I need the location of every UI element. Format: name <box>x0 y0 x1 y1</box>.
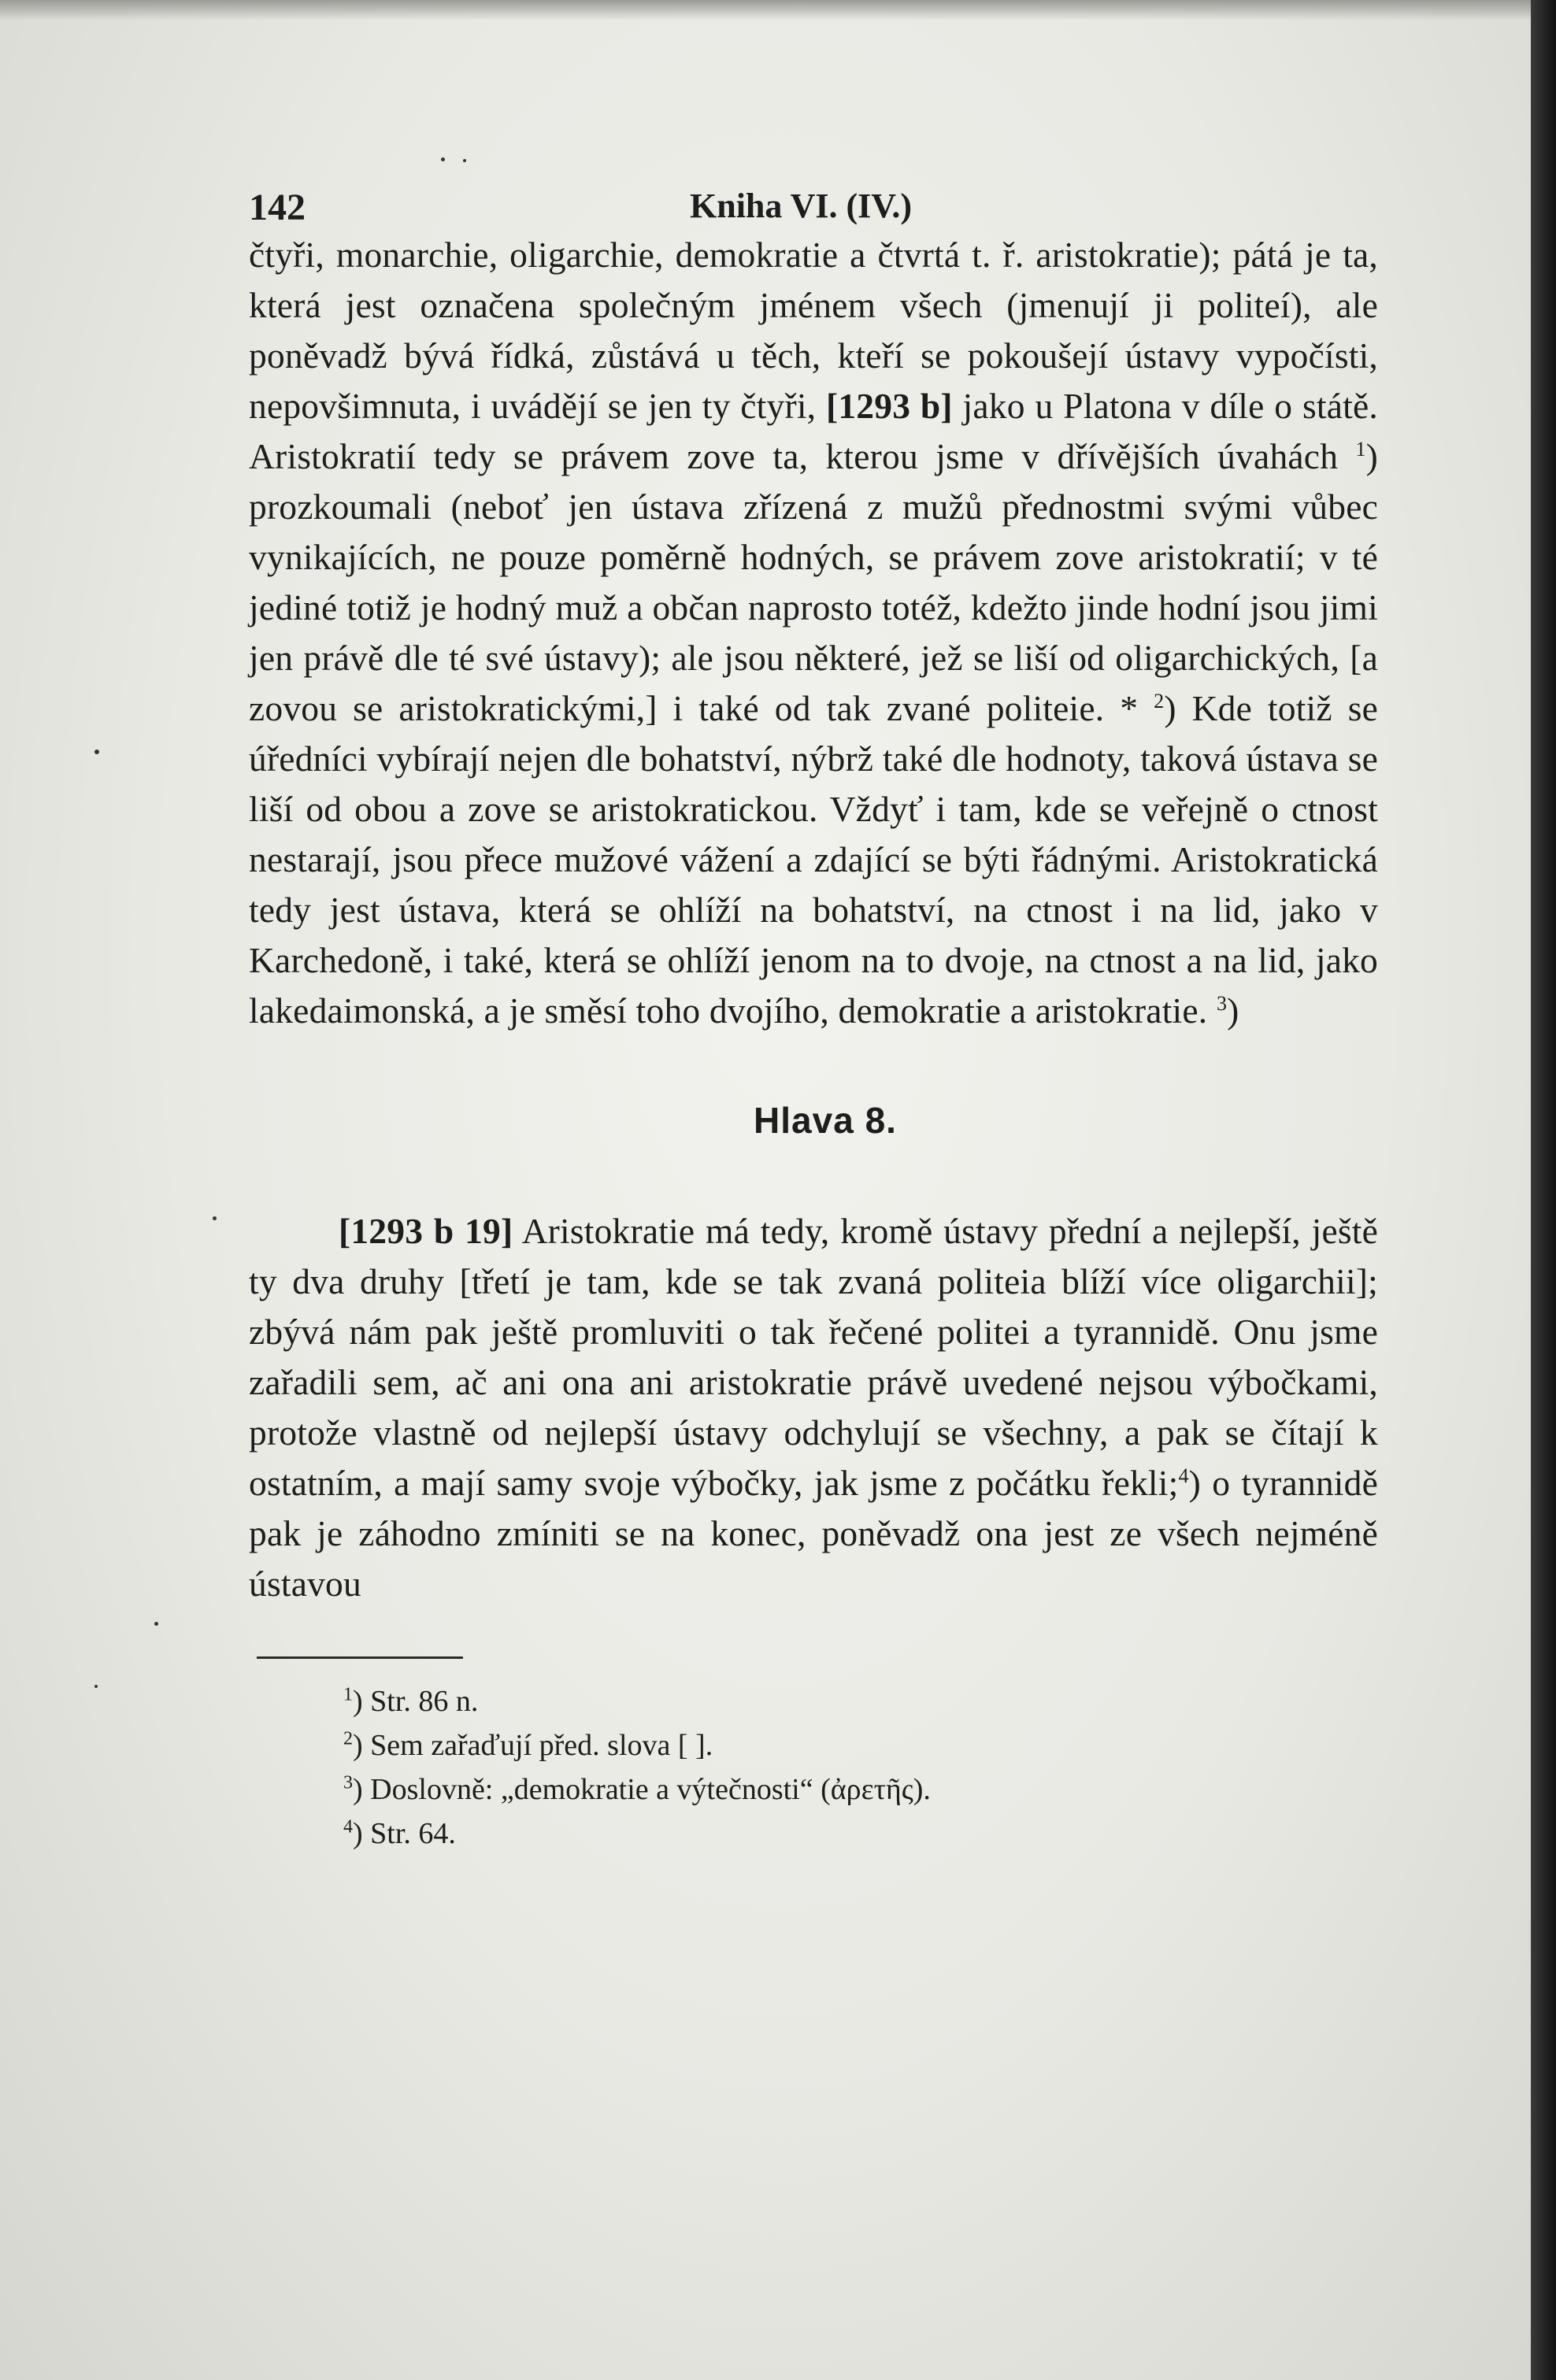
footnote-number: 1 <box>343 1684 353 1705</box>
paragraph-text: Kde totiž se úředníci vybírají nejen dle bohatství, nýbrž také dle hodnoty, taková ústava se liší od obou a zove se aristokratickou. Vždyť i tam, kde se veřejně o ctnost nestarají, jsou přece mužové vážení a zdající se býti řádnými. Aristokratická tedy jest ústava, která se ohlíží na bohatství, na ctnost i na lid, jako v Karchedoně, i také, která se ohlíží jenom na to dvoje, na ctnost a na lid, jako lakedaimonská, a je směsí toho dvojího, demokratie a aristokratie. <box>249 688 1378 1031</box>
paragraph-text: čtyři, monarchie, oligarchie, demokratie a čtvrtá t. ř. aristokratie); pátá je ta, která jest označena společným jménem všech (jmenují ji politeí), ale poněvadž bývá řídká, zůstává u těch, kteří se pokoušejí ústavy vypočísti, nepovšimnuta, i uvádějí se jen ty čtyři, <box>249 235 1378 426</box>
paragraph-text: jako u Platona v díle o státě. Aristokratií tedy se právem zove ta, kterou jsme v dřívějších úvahách <box>249 386 1378 476</box>
scan-speck <box>94 750 99 754</box>
footnote: $^3$) Doslovně: „demokratie a výtečnosti“ (ἀρετῆς). <box>343 1772 931 1806</box>
book-page <box>249 175 1378 1856</box>
scan-speck <box>441 157 445 161</box>
paragraph: čtyři, monarchie, oligarchie, demokratie a čtvrtá t. ř. aristokratie); pátá je ta, která jest označena společným jménem všech (jmenují ji politeí), ale poněvadž bývá řídká, zůstává u těch, kteří se pokoušejí ústavy vypočísti, nepovšimnuta, i uvádějí se jen ty čtyři, [1293 b] jako u Platona v díle o státě. Aristokratií tedy se právem zove ta, kterou jsme v dřívějších úvahách $^1$) prozkoumali (neboť jen ústava zřízená z mužů přednostmi svými vůbec vynikajících, ne pouze poměrně hodných, se právem zove aristokratií; v té jediné totiž je hodný muž a občan naprosto totéž, kdežto jinde hodní jsou jimi jen právě dle té své ústavy); ale jsou některé, jež se liší od oligarchických, [a zovou se aristokratickými,] i také od tak zvané politeie. * $^2$) Kde totiž se úředníci vybírají nejen dle bohatství, nýbrž také dle hodnoty, taková ústava se liší od obou a zove se aristokratickou. Vždyť i tam, kde se veřejně o ctnost nestarají, jsou přece mužové vážení a zdající se býti řádnými. Aristokratická tedy jest ústava, která se ohlíží na bohatství, na ctnost i na lid, jako v Karchedoně, i také, která se ohlíží jenom na to dvoje, na ctnost a na lid, jako lakedaimonská, a je směsí toho dvojího, demokratie a aristokratie. $^3$) <box>249 235 1379 1031</box>
footnote-mark: 3 <box>1216 991 1228 1015</box>
footnote: $^2$) Sem zařaďují před. slova [ ]. <box>343 1728 713 1762</box>
scan-speck <box>94 1685 98 1688</box>
paragraph: [1293 b 19] Aristokratie má tedy, kromě ústavy přední a nejlepší, ještě ty dva druhy [třetí je tam, kde se tak zvaná politeia blíží více oligarchii]; zbývá nám pak ještě promluviti o tak řečené politei a tyrannidě. Onu jsme zařadili sem, ač ani ona ani aristokratie právě uvedené nejsou výbočkami, protože vlastně od nejlepší ústavy odchylují se všechny, a pak se čítají k ostatním, a mají samy svoje výbočky, jak jsme z počátku řekli;$^4$) o tyrannidě pak je záhodno zmíniti se na konec, poněvadž ona jest ze všech nejméně ústavou <box>249 1211 1378 1604</box>
marginal-reference: [1293 b 19] <box>339 1211 513 1251</box>
footnote: $^1$) Str. 86 n. <box>343 1684 479 1718</box>
footnote: $^4$) Str. 64. <box>343 1816 456 1850</box>
running-head <box>249 175 1378 230</box>
scan-edge-right <box>1531 0 1556 2380</box>
footnotes <box>249 1679 1378 1856</box>
footnote-text: Str. 86 n. <box>370 1685 479 1718</box>
footnote-mark: 4 <box>1178 1464 1189 1487</box>
footnote-mark: 2 <box>1154 689 1165 713</box>
paragraph-text: Aristokratie má tedy, kromě ústavy přední a nejlepší, ještě ty dva druhy [třetí je tam, kde se tak zvaná politeia blíží více oligarchii]; zbývá nám pak ještě promluviti o tak řečené politei a tyrannidě. Onu jsme zařadili sem, ač ani ona ani aristokratie právě uvedené nejsou výbočkami, protože vlastně od nejlepší ústavy odchylují se všechny, a pak se čítají k ostatním, a mají samy svoje výbočky, jak jsme z počátku řekli; <box>249 1211 1378 1503</box>
page-number: 142 <box>249 187 306 228</box>
footnote-rule <box>257 1656 463 1659</box>
footnote-text: Str. 64. <box>370 1817 456 1850</box>
scan-shadow-top <box>0 0 1531 20</box>
marginal-reference: [1293 b] <box>826 386 953 426</box>
footnote-mark: 1 <box>1355 437 1366 461</box>
footnote-number: 2 <box>343 1728 353 1749</box>
chapter-heading: Hlava 8. <box>754 1100 897 1141</box>
footnote-number: 4 <box>343 1816 353 1838</box>
scan-speck <box>213 1216 217 1220</box>
running-title: Kniha VI. (IV.) <box>690 187 913 225</box>
footnote-text: Sem zařaďují před. slova [ ]. <box>370 1729 713 1762</box>
scan-speck <box>463 159 466 162</box>
scan-speck <box>154 1622 158 1626</box>
footnote-text: Doslovně: „demokratie a výtečnosti“ (ἀρετῆς). <box>370 1773 931 1806</box>
paragraph-text: prozkoumali (neboť jen ústava zřízená z mužů přednostmi svými vůbec vynikajících, ne pouze poměrně hodných, se právem zove aristokratií; v té jediné totiž je hodný muž a občan naprosto totéž, kdežto jinde hodní jsou jimi jen právě dle té své ústavy); ale jsou některé, jež se liší od oligarchických, [a zovou se aristokratickými,] i také od tak zvané politeie. * <box>249 487 1378 728</box>
paragraph-text: o tyrannidě pak je záhodno zmíniti se na konec, poněvadž ona jest ze všech nejméně ústavou <box>249 1463 1378 1604</box>
footnote-number: 3 <box>343 1772 353 1793</box>
